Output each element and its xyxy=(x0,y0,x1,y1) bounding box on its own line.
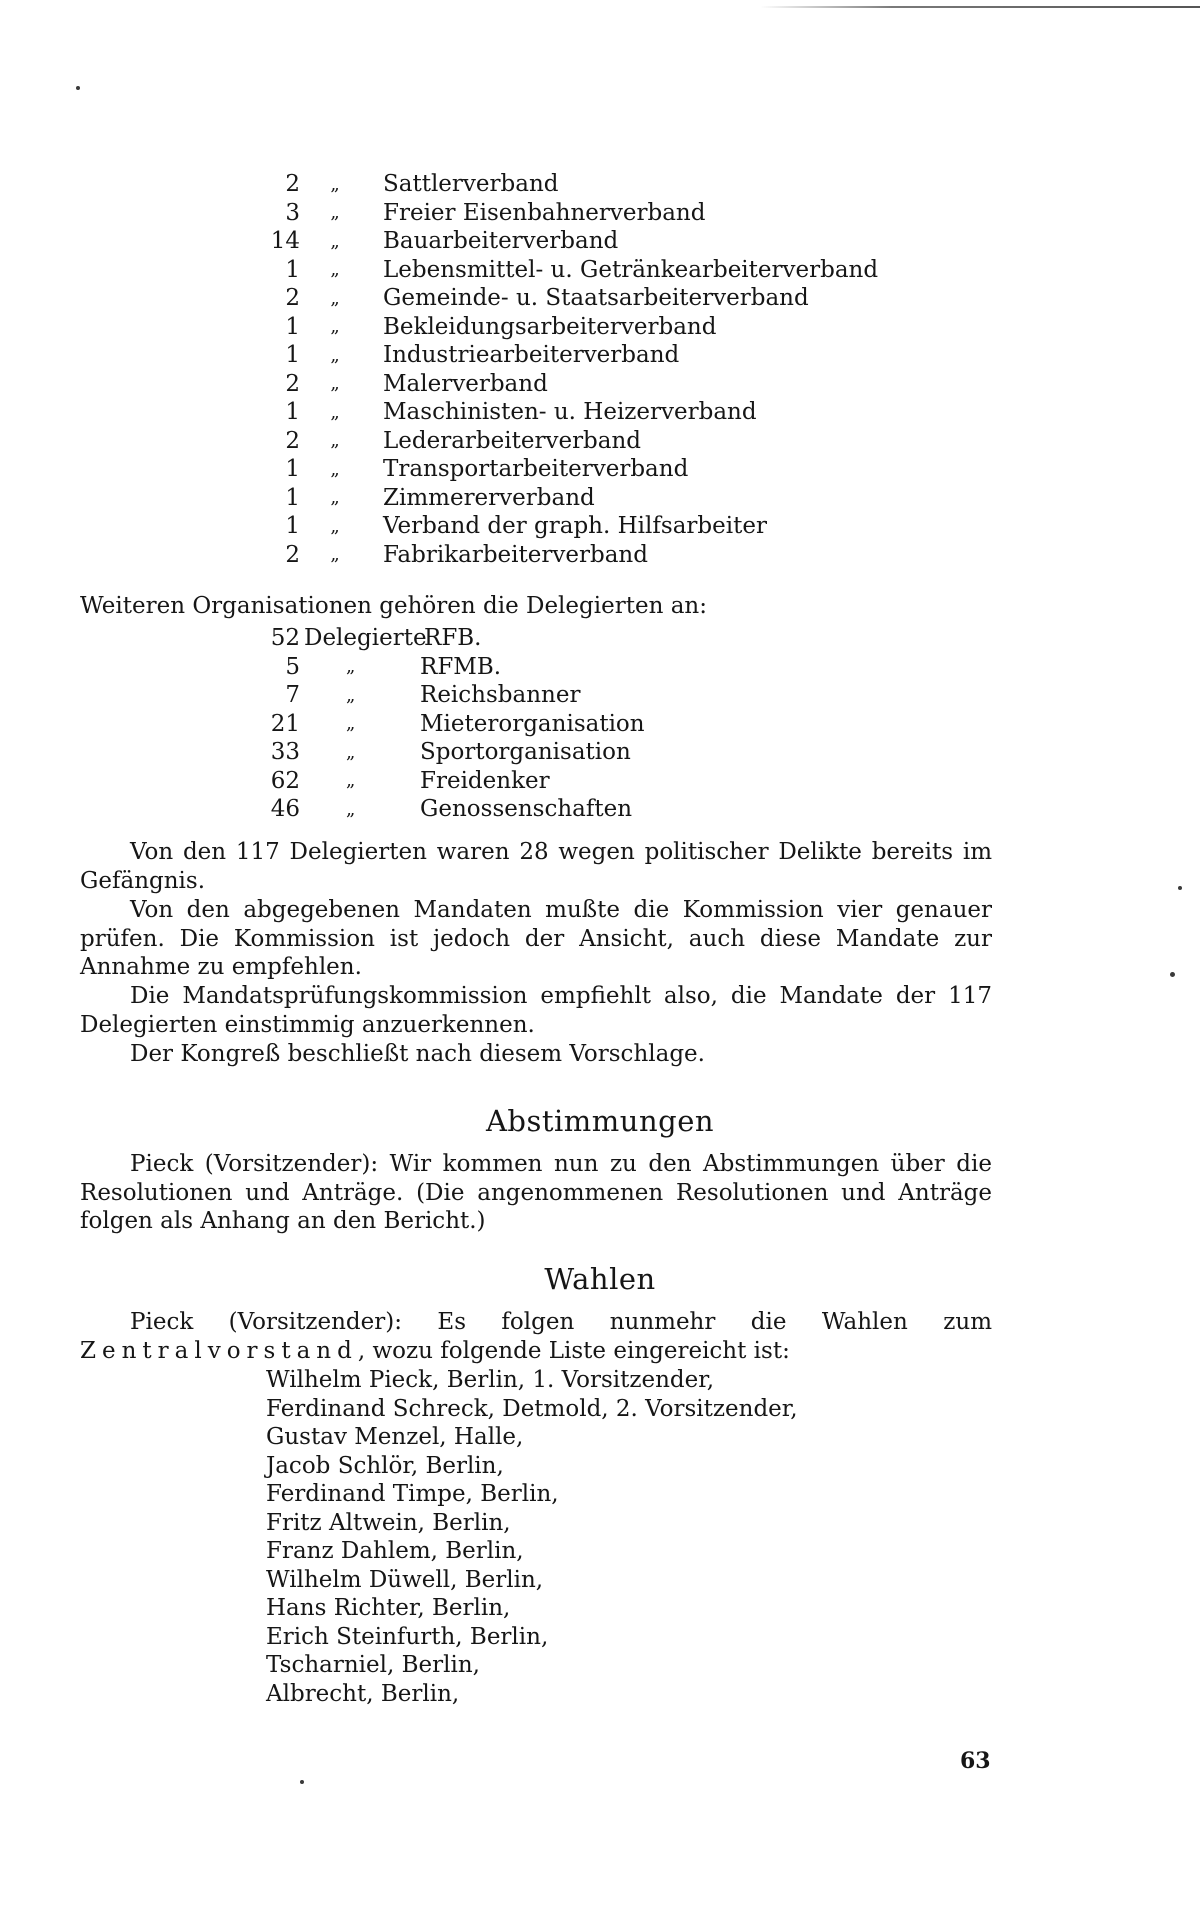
paragraph-wahlen xyxy=(80,1308,992,1365)
organisation-name: Lederarbeiterverband xyxy=(383,427,642,454)
ditto-mark: „ xyxy=(330,230,340,252)
organisation-row xyxy=(250,681,1010,710)
delegate-count: 2 xyxy=(285,541,300,568)
organisation-name: Sportorganisation xyxy=(420,739,631,766)
organisation-name: Genossenschaften xyxy=(420,796,633,823)
wahlen-text-spaced: Zentralvorstand xyxy=(80,1337,358,1364)
union-row xyxy=(250,427,1010,456)
scan-speck xyxy=(76,86,80,90)
delegate-count: 2 xyxy=(285,285,300,312)
candidate-item: Jacob Schlör, Berlin, xyxy=(266,1452,504,1479)
paragraph-abstimmungen: Pieck (Vorsitzender): Wir kommen nun zu den Abstimmungen über die Resolutionen und Anträge. (Die angenommenen Resolutionen und Anträge folgen als Anhang an den Bericht.) xyxy=(80,1151,992,1234)
organisation-name: RFMB. xyxy=(420,653,502,680)
organisation-name: Reichsbanner xyxy=(420,682,581,709)
ditto-mark: „ xyxy=(330,316,340,338)
ditto-mark: „ xyxy=(330,373,340,395)
ditto-mark: „ xyxy=(330,173,340,195)
other-orgs-intro: Weiteren Organisationen gehören die Delegierten an: xyxy=(80,593,707,619)
candidate-list xyxy=(266,1366,798,1708)
union-row xyxy=(250,455,1010,484)
organisation-name: RFB. xyxy=(424,625,482,652)
delegate-count: 1 xyxy=(285,313,300,340)
heading-wahlen: Wahlen xyxy=(544,1262,656,1296)
delegate-count: 1 xyxy=(285,513,300,540)
candidate-item: Erich Steinfurth, Berlin, xyxy=(266,1623,549,1650)
paragraph-mandates-recommend: Die Mandatsprüfungskommission empfiehlt also, die Mandate der 117 Delegierten einstimmig anzuerkennen. xyxy=(80,983,992,1038)
organisation-name: Mieterorganisation xyxy=(420,710,645,737)
union-row xyxy=(250,541,1010,570)
ditto-mark: „ xyxy=(330,259,340,281)
paragraph-congress-decision: Der Kongreß beschließt nach diesem Vorschlage. xyxy=(130,1041,705,1067)
ditto-mark: „ xyxy=(330,344,340,366)
organisation-name: Maschinisten- u. Heizerverband xyxy=(383,399,757,426)
delegate-count: 1 xyxy=(285,342,300,369)
ditto-mark: „ xyxy=(346,741,356,763)
organisation-row xyxy=(250,624,1010,653)
union-row xyxy=(250,170,1010,199)
candidate-item: Wilhelm Pieck, Berlin, 1. Vorsitzender, xyxy=(266,1367,715,1393)
delegate-count: 46 xyxy=(270,796,300,823)
delegate-count: 1 xyxy=(285,256,300,283)
paragraph-delegates-prison: Von den 117 Delegierten waren 28 wegen politischer Delikte bereits im Gefängnis. xyxy=(80,839,992,894)
org-table xyxy=(250,624,1010,824)
scan-speck xyxy=(1178,886,1182,890)
ditto-mark: „ xyxy=(346,770,356,792)
delegate-count: 1 xyxy=(285,399,300,426)
organisation-name: Freier Eisenbahnerverband xyxy=(383,199,706,226)
ditto-mark: „ xyxy=(330,401,340,423)
candidate-item: Ferdinand Timpe, Berlin, xyxy=(266,1481,559,1507)
union-row xyxy=(250,284,1010,313)
organisation-name: Sattlerverband xyxy=(383,171,559,198)
organisation-name: Fabrikarbeiterverband xyxy=(383,541,648,568)
union-row xyxy=(250,227,1010,256)
ditto-mark: „ xyxy=(346,656,356,678)
scan-speck xyxy=(300,1780,304,1784)
union-row xyxy=(250,398,1010,427)
delegate-count: 5 xyxy=(285,653,300,680)
paragraph-mandates-review: Von den abgegebenen Mandaten mußte die Kommission vier genauer prüfen. Die Kommission ist jedoch der Ansicht, auch diese Mandate zur Annahme zu empfehlen. xyxy=(80,897,992,980)
ditto-mark: „ xyxy=(346,713,356,735)
union-row xyxy=(250,341,1010,370)
candidate-item: Fritz Altwein, Berlin, xyxy=(266,1509,511,1536)
organisation-name: Transportarbeiterverband xyxy=(383,456,689,483)
organisation-name: Freidenker xyxy=(420,767,550,794)
union-row xyxy=(250,484,1010,513)
ditto-mark: Delegierte xyxy=(304,625,427,652)
candidate-item: Albrecht, Berlin, xyxy=(266,1680,460,1707)
delegate-count: 33 xyxy=(270,739,300,766)
organisation-name: Gemeinde- u. Staatsarbeiterverband xyxy=(383,285,809,312)
candidate-item: Ferdinand Schreck, Detmold, 2. Vorsitzender, xyxy=(266,1395,798,1422)
wahlen-text-before: Pieck (Vorsitzender): Es folgen nunmehr die Wahlen zum xyxy=(130,1309,992,1335)
union-row xyxy=(250,199,1010,228)
ditto-mark: „ xyxy=(330,287,340,309)
organisation-name: Zimmererverband xyxy=(383,484,595,511)
organisation-row xyxy=(250,653,1010,682)
delegate-count: 14 xyxy=(270,228,300,255)
organisation-name: Bauarbeiterverband xyxy=(383,228,619,255)
delegate-count: 3 xyxy=(285,199,300,226)
scan-speck xyxy=(1170,972,1175,977)
candidate-item: Gustav Menzel, Halle, xyxy=(266,1424,524,1450)
union-row xyxy=(250,370,1010,399)
ditto-mark: „ xyxy=(330,458,340,480)
organisation-row xyxy=(250,738,1010,767)
organisation-name: Malerverband xyxy=(383,370,548,397)
ditto-mark: „ xyxy=(330,430,340,452)
union-row xyxy=(250,512,1010,541)
organisation-row xyxy=(250,710,1010,739)
delegate-count: 21 xyxy=(270,710,300,737)
delegate-count: 2 xyxy=(285,370,300,397)
ditto-mark: „ xyxy=(330,202,340,224)
delegate-count: 1 xyxy=(285,456,300,483)
top-rule xyxy=(760,6,1200,8)
candidate-item: Wilhelm Düwell, Berlin, xyxy=(266,1566,544,1593)
organisation-name: Verband der graph. Hilfsarbeiter xyxy=(383,513,767,540)
ditto-mark: „ xyxy=(330,487,340,509)
union-row xyxy=(250,313,1010,342)
union-row xyxy=(250,256,1010,285)
delegate-count: 52 xyxy=(270,625,300,652)
candidate-item: Tscharniel, Berlin, xyxy=(266,1652,480,1678)
ditto-mark: „ xyxy=(346,684,356,706)
heading-abstimmungen: Abstimmungen xyxy=(485,1104,715,1138)
union-table xyxy=(250,170,1010,569)
candidate-item: Franz Dahlem, Berlin, xyxy=(266,1538,524,1564)
candidate-item: Hans Richter, Berlin, xyxy=(266,1595,511,1621)
delegate-count: 7 xyxy=(285,682,300,709)
organisation-name: Bekleidungsarbeiterverband xyxy=(383,313,717,340)
ditto-mark: „ xyxy=(346,798,356,820)
wahlen-text-after: , wozu folgende Liste eingereicht ist: xyxy=(357,1337,790,1364)
ditto-mark: „ xyxy=(330,515,340,537)
organisation-row xyxy=(250,795,1010,824)
delegate-count: 2 xyxy=(285,171,300,198)
delegate-count: 62 xyxy=(270,767,300,794)
organisation-row xyxy=(250,767,1010,796)
organisation-name: Lebensmittel- u. Getränkearbeiterverband xyxy=(383,256,879,283)
organisation-name: Industriearbeiterverband xyxy=(383,342,680,369)
delegate-count: 2 xyxy=(285,427,300,454)
ditto-mark: „ xyxy=(330,544,340,566)
delegate-count: 1 xyxy=(285,484,300,511)
page-number: 63 xyxy=(960,1748,991,1774)
